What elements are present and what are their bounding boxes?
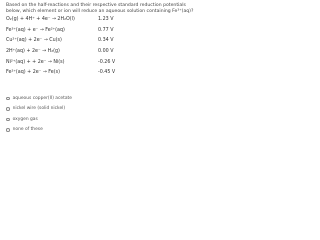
radio-button[interactable] <box>6 97 10 101</box>
answer-option-copper-acetate[interactable] <box>6 93 156 104</box>
answer-option-label: nickel wire (solid nickel) <box>12 106 66 112</box>
half-reaction-row <box>6 48 156 59</box>
answer-option-none[interactable] <box>6 125 156 136</box>
answer-option-label: oxygen gas <box>12 116 38 122</box>
radio-button[interactable] <box>6 107 10 111</box>
reduction-potential: 0.77 V <box>98 27 114 33</box>
radio-button[interactable] <box>6 128 10 132</box>
half-reaction-row <box>6 16 156 27</box>
half-reaction-equation: Fe³⁺(aq) + e⁻ → Fe²⁺(aq) <box>6 27 65 33</box>
half-reactions-table <box>6 16 156 80</box>
half-reaction-row <box>6 37 156 48</box>
answer-option-label: none of these <box>12 127 43 133</box>
half-reaction-row <box>6 59 156 70</box>
half-reaction-equation: Fe²⁺(aq) + 2e⁻ → Fe(s) <box>6 70 60 76</box>
half-reaction-row <box>6 69 156 80</box>
question-text: Based on the half-reactions and their respective standard reduction potentials below, which element or ion will reduce an aqueous solution containing Fe³⁺(aq)? <box>6 3 194 15</box>
half-reaction-equation: Cu²⁺(aq) + 2e⁻ → Cu(s) <box>6 38 62 44</box>
reduction-potential: 0.34 V <box>98 38 114 44</box>
answer-option-nickel-wire[interactable] <box>6 104 156 115</box>
half-reaction-equation: 2H⁺(aq) + 2e⁻ → H₂(g) <box>6 49 60 55</box>
reduction-potential: -0.26 V <box>98 59 116 65</box>
half-reaction-row <box>6 27 156 38</box>
reduction-potential: 1.23 V <box>98 17 114 22</box>
half-reaction-equation: Ni²⁺(aq) + + 2e⁻ → Ni(s) <box>6 59 65 65</box>
answer-option-label: aqueous copper(II) acetate <box>12 95 72 101</box>
reduction-potential: 0.00 V <box>98 49 114 55</box>
answer-options <box>6 93 156 135</box>
answer-option-oxygen-gas[interactable] <box>6 114 156 125</box>
reduction-potential: -0.45 V <box>98 70 116 76</box>
half-reaction-equation: O₂(g) + 4H⁺ + 4e⁻ → 2H₂O(l) <box>6 17 75 22</box>
radio-button[interactable] <box>6 118 10 122</box>
